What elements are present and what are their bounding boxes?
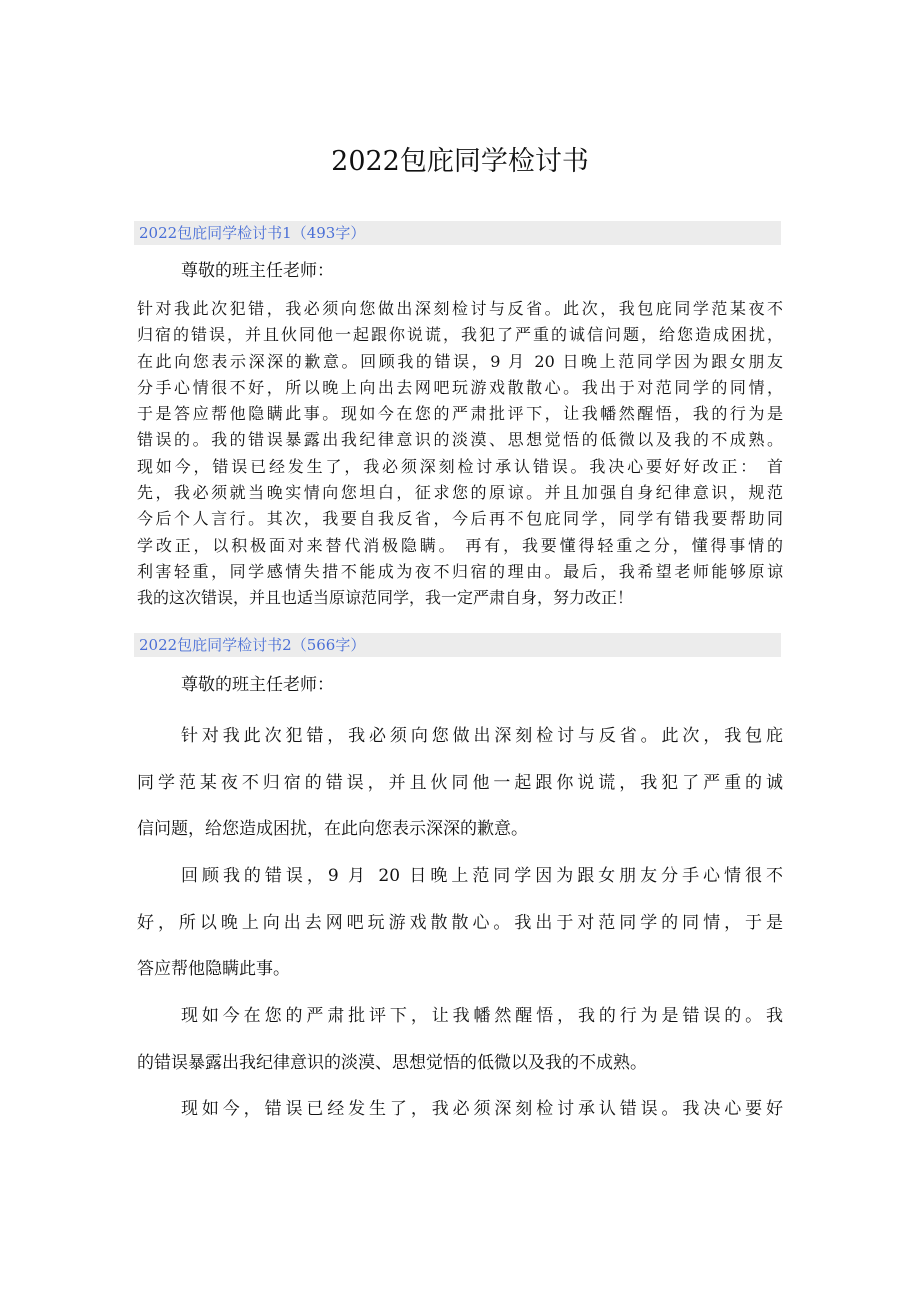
- body-line: 我的这次错误，并且也适当原谅范同学，我一定严肃自身，努力改正！: [137, 588, 634, 608]
- body-line: 先，我必须就当晚实情向您坦白，征求您的原谅。并且加强自身纪律意识，规范: [137, 483, 783, 503]
- body-line: 分手心情很不好，所以晚上向出去网吧玩游戏散散心。我出于对范同学的同情，: [137, 377, 783, 397]
- body-line: 好，所以晚上向出去网吧玩游戏散散心。我出于对范同学的同情，于是: [137, 912, 783, 933]
- body-line: 现如今，错误已经发生了，我必须深刻检讨承认错误。我决心要好好改正： 首: [137, 456, 783, 476]
- body-line: 回顾我的错误，9 月 20 日晚上范同学因为跟女朋友分手心情很不: [181, 866, 783, 886]
- salutation-2: 尊敬的班主任老师：: [181, 675, 334, 695]
- body-line: 现如今，错误已经发生了，我必须深刻检讨承认错误。我决心要好: [181, 1099, 783, 1119]
- body-line: 信问题，给您造成困扰，在此向您表示深深的歉意。: [137, 819, 528, 839]
- body-line: 学改正，以积极面对来替代消极隐瞒。 再有，我要懂得轻重之分，懂得事情的: [137, 535, 783, 555]
- section-heading-2[interactable]: 2022包庇同学检讨书2（566字）: [134, 633, 781, 657]
- section-2-paragraph-4: [137, 1096, 783, 1143]
- body-line: 错误的。我的错误暴露出我纪律意识的淡漠、思想觉悟的低微以及我的不成熟。: [137, 430, 783, 450]
- body-line: 于是答应帮他隐瞒此事。现如今在您的严肃批评下，让我幡然醒悟，我的行为是: [137, 404, 783, 424]
- body-line: 的错误暴露出我纪律意识的淡漠、思想觉悟的低微以及我的不成熟。: [137, 1052, 647, 1073]
- body-line: 在此向您表示深深的歉意。回顾我的错误，9 月 20 日晚上范同学因为跟女朋友: [137, 351, 783, 371]
- section-2-paragraph-2: [137, 863, 783, 1003]
- body-line: 同学范某夜不归宿的错误，并且伙同他一起跟你说谎，我犯了严重的诚: [137, 772, 783, 793]
- section-2-paragraph-1: [137, 723, 783, 863]
- salutation-1: 尊敬的班主任老师：: [181, 261, 334, 281]
- body-line: 针对我此次犯错，我必须向您做出深刻检讨与反省。此次，我包庇同学范某夜不: [137, 299, 783, 318]
- section-2-paragraph-3: [137, 1003, 783, 1096]
- document-title: 2022包庇同学检讨书: [331, 146, 589, 177]
- body-line: 利害轻重，同学感情失措不能成为夜不归宿的理由。最后，我希望老师能够原谅: [137, 561, 783, 581]
- body-line: 答应帮他隐瞒此事。: [137, 959, 290, 979]
- section-1-body: [137, 296, 783, 612]
- body-line: 今后个人言行。其次，我要自我反省，今后再不包庇同学，同学有错我要帮助同: [137, 509, 783, 529]
- body-line: 归宿的错误，并且伙同他一起跟你说谎，我犯了严重的诚信问题，给您造成困扰，: [137, 325, 783, 345]
- body-line: 现如今在您的严肃批评下，让我幡然醒悟，我的行为是错误的。我: [181, 1006, 783, 1026]
- section-heading-1[interactable]: 2022包庇同学检讨书1（493字）: [134, 221, 781, 245]
- body-line: 针对我此次犯错，我必须向您做出深刻检讨与反省。此次，我包庇: [181, 726, 783, 746]
